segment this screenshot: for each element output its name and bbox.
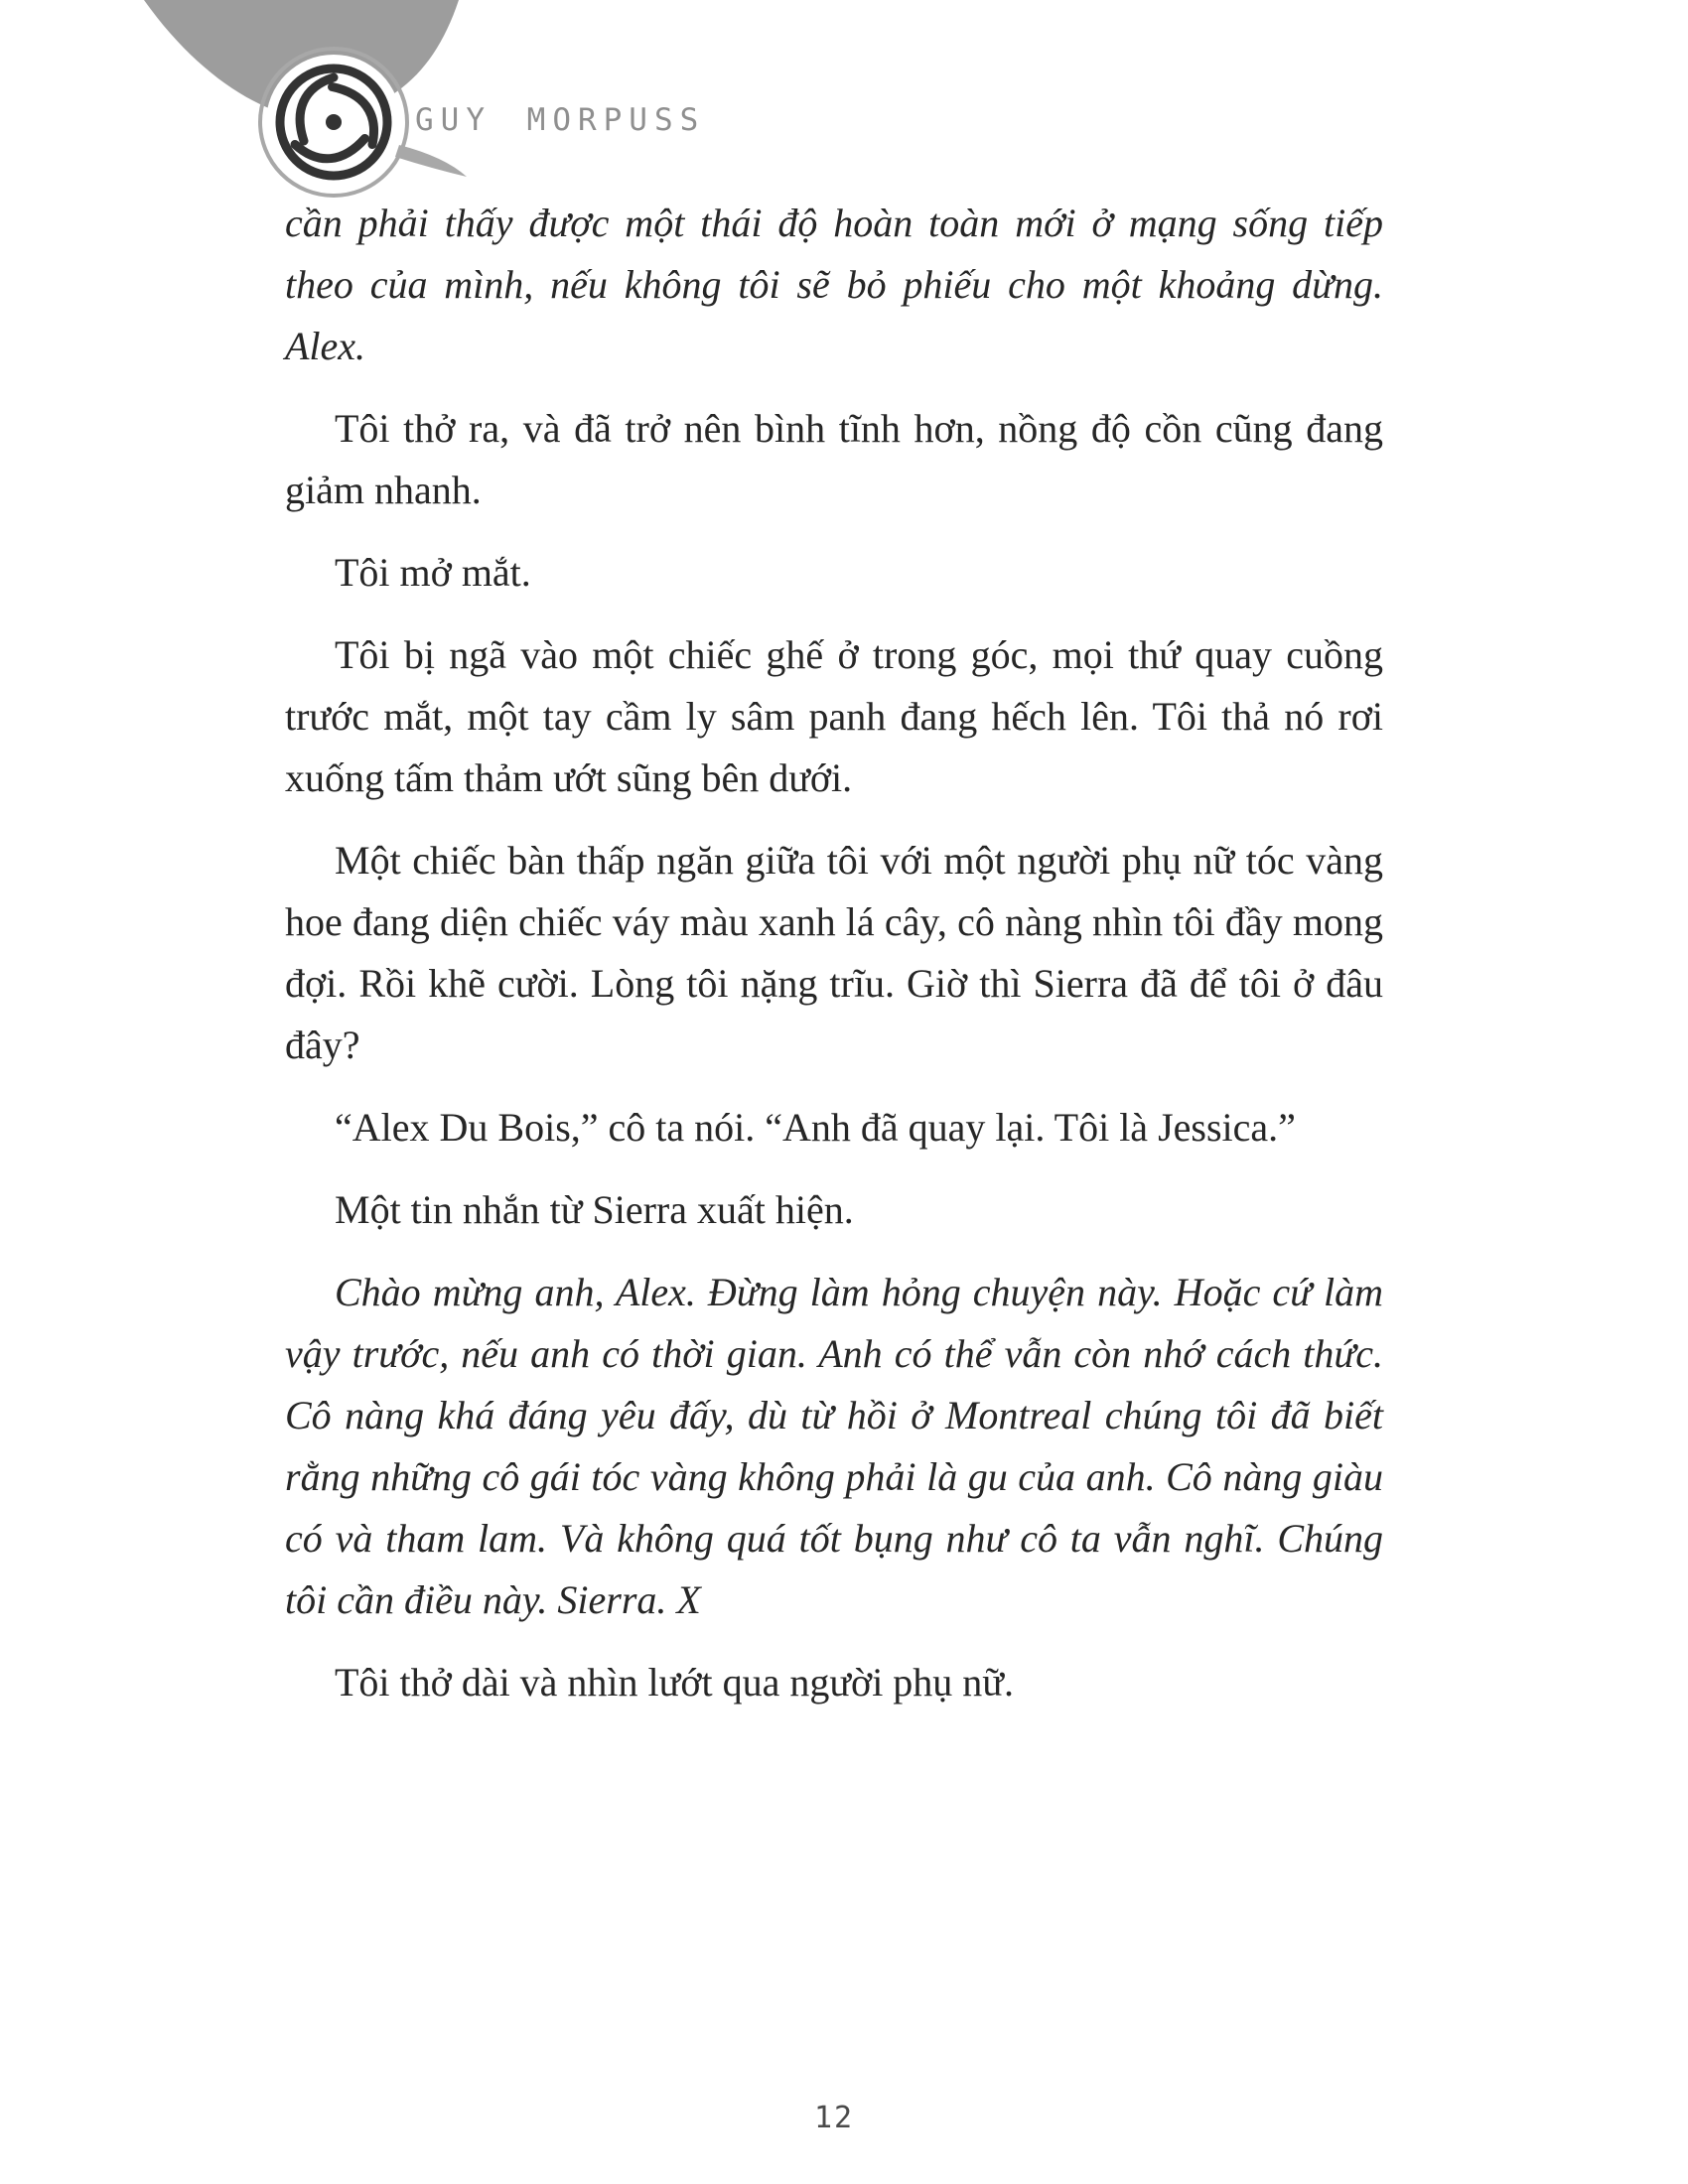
page-footer [285,2101,1383,2135]
paragraph: “Alex Du Bois,” cô ta nói. “Anh đã quay lại. Tôi là Jessica.” [335,1105,1296,1150]
paragraph: Một chiếc bàn thấp ngăn giữa tôi với một người phụ nữ tóc vàng hoe đang diện chiếc váy màu xanh lá cây, cô nàng nhìn tôi đầy mong đợi. Rồi khẽ cười. Lòng tôi nặng trĩu. Giờ thì Sierra đã để tôi ở đâu đây? [285,838,1383,1067]
paragraph: Tôi mở mắt. [335,550,531,595]
paragraph: Tôi thở ra, và đã trở nên bình tĩnh hơn, nồng độ cồn cũng đang giảm nhanh. [285,406,1383,512]
author-name: GUY MORPUSS [415,102,706,138]
paragraph: cần phải thấy được một thái độ hoàn toàn mới ở mạng sống tiếp theo của mình, nếu không tôi sẽ bỏ phiếu cho một khoảng dừng. Alex. [285,201,1383,368]
paragraph: Chào mừng anh, Alex. Đừng làm hỏng chuyện này. Hoặc cứ làm vậy trước, nếu anh có thời gian. Anh có thể vẫn còn nhớ cách thức. Cô nàng khá đáng yêu đấy, dù từ hồi ở Montreal chúng tôi đã biết rằng những cô gái tóc vàng không phải là gu của anh. Cô nàng giàu có và tham lam. Và không quá tốt bụng như cô ta vẫn nghĩ. Chúng tôi cần điều này. Sierra. X [285,1270,1383,1622]
paragraph: Một tin nhắn từ Sierra xuất hiện. [335,1187,854,1232]
page-body [285,193,1383,1734]
swoosh-tail-shape [395,145,467,177]
paragraph: Tôi bị ngã vào một chiếc ghế ở trong góc, mọi thứ quay cuồng trước mắt, một tay cầm ly sâm panh đang hếch lên. Tôi thả nó rơi xuống tấm thảm ướt sũng bên dưới. [285,632,1383,800]
page-number: 12 [813,2101,855,2135]
paragraph: Tôi thở dài và nhìn lướt qua người phụ nữ. [335,1660,1014,1705]
emblem-center-dot [326,114,342,130]
